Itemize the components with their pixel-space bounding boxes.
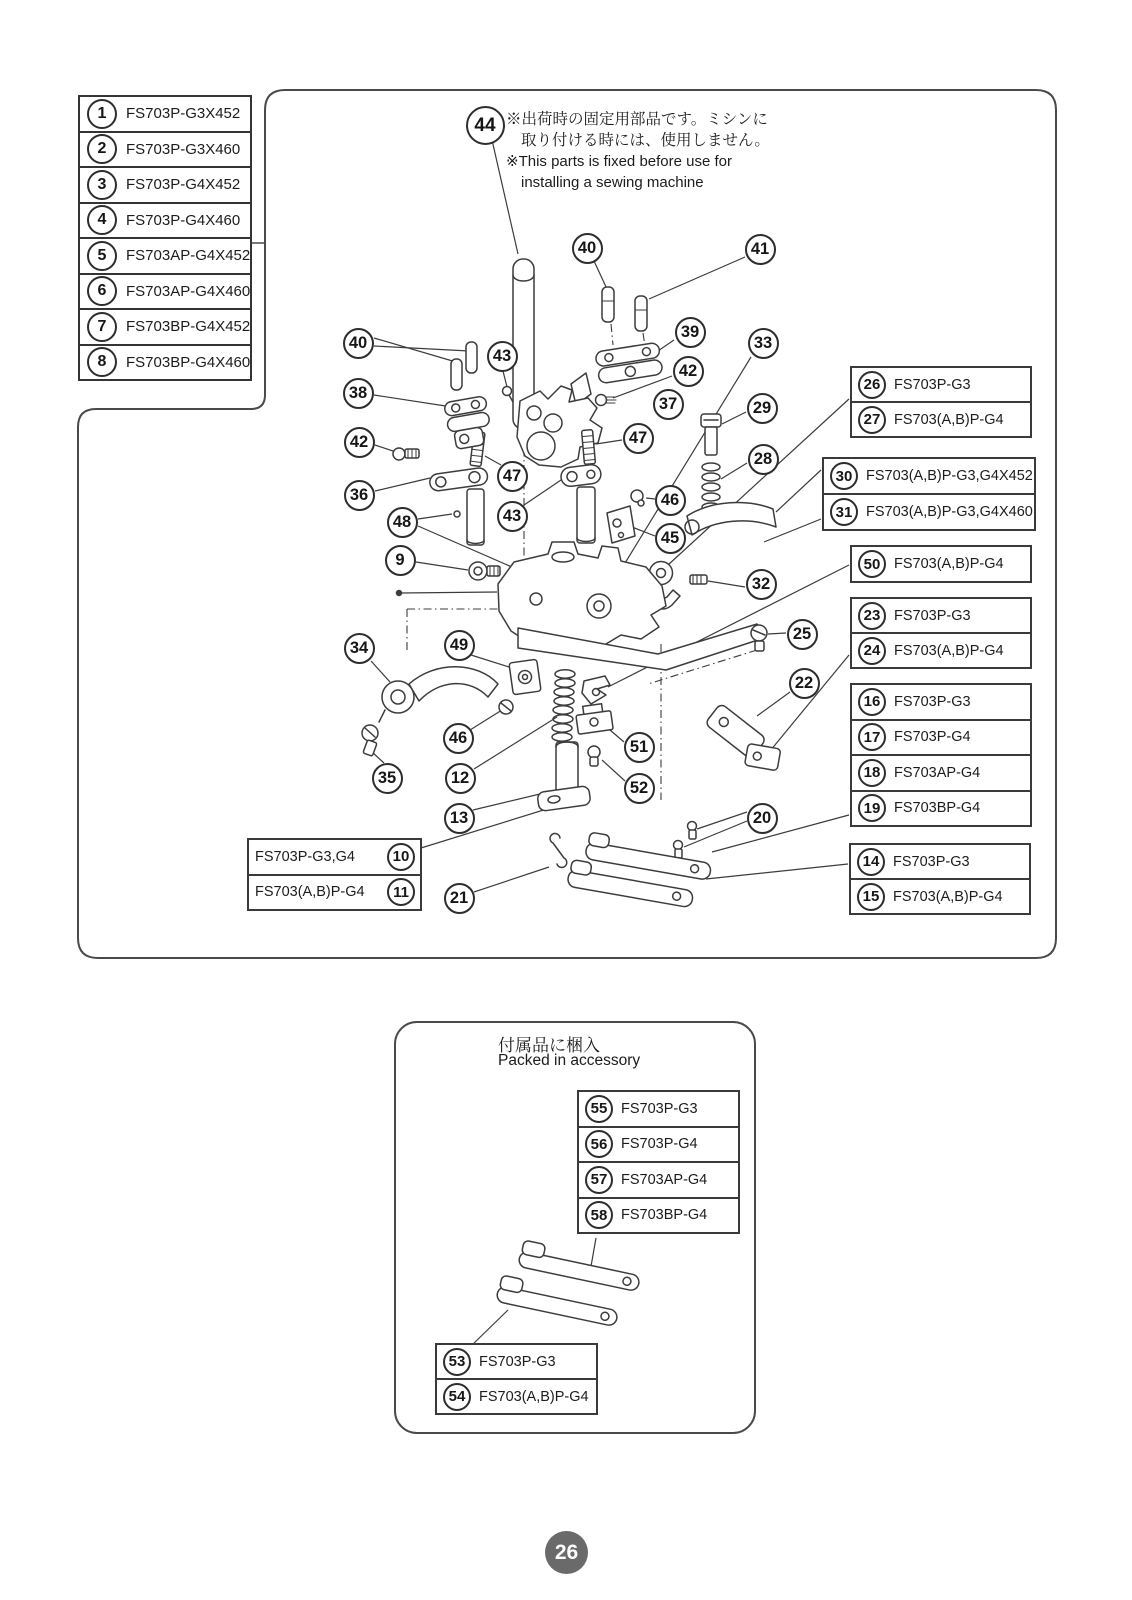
label-row-15 — [849, 878, 1031, 915]
part-clip-50 — [582, 676, 610, 704]
legend-row-1 — [78, 95, 252, 133]
part-code-label: FS703(A,B)P-G4 — [894, 642, 1004, 659]
part-screw-35 — [362, 725, 378, 756]
label-group-55 — [577, 1090, 740, 1234]
callout-26: 26 — [858, 371, 886, 399]
part-link-43 — [560, 464, 602, 543]
part-spring-12 — [552, 670, 575, 741]
callout-23: 23 — [858, 602, 886, 630]
callout-36: 36 — [344, 480, 375, 511]
callout-5: 5 — [87, 241, 117, 271]
label-row-27 — [850, 401, 1032, 438]
callout-43: 43 — [487, 341, 518, 372]
part-code-label: FS703(A,B)P-G4 — [479, 1388, 589, 1405]
part-code-label: FS703BP-G4X452 — [126, 318, 251, 336]
part-curved-arm-34 — [379, 667, 498, 722]
callout-33: 33 — [748, 328, 779, 359]
part-code-label: FS703P-G4 — [894, 729, 971, 746]
callout-9: 9 — [385, 545, 416, 576]
callout-39: 39 — [675, 317, 706, 348]
callout-11: 11 — [387, 878, 415, 906]
legend-row-6 — [78, 273, 252, 311]
legend-row-8 — [78, 344, 252, 382]
callout-20: 20 — [747, 803, 778, 834]
callout-13: 13 — [444, 803, 475, 834]
callout-49: 49 — [444, 630, 475, 661]
callout-31: 31 — [830, 498, 858, 526]
callout-2: 2 — [87, 134, 117, 164]
callout-57: 57 — [585, 1166, 613, 1194]
label-row-17 — [850, 719, 1032, 757]
label-group-30 — [822, 457, 1036, 531]
callout-30: 30 — [830, 462, 858, 490]
label-row-16 — [850, 683, 1032, 721]
label-group-50 — [850, 545, 1032, 583]
part-code-label: FS703P-G3X460 — [126, 140, 241, 158]
part-carrier-body — [498, 542, 764, 670]
part-code-label: FS703P-G3,G4 — [255, 848, 355, 865]
part-hinge-38 — [444, 396, 494, 451]
callout-55: 55 — [585, 1095, 613, 1123]
part-wire-spring-21 — [550, 833, 567, 867]
legend-row-7 — [78, 308, 252, 346]
callout-4: 4 — [87, 205, 117, 235]
callout-37: 37 — [653, 389, 684, 420]
part-screw-52 — [588, 746, 600, 766]
part-code-label: FS703P-G4X460 — [126, 211, 241, 229]
callout-43: 43 — [497, 501, 528, 532]
label-row-24 — [850, 632, 1032, 669]
part-code-label: FS703P-G3 — [893, 853, 970, 870]
part-code-label: FS703AP-G4X460 — [126, 282, 251, 300]
callout-41: 41 — [745, 234, 776, 265]
part-code-label: FS703(A,B)P-G3,G4X460 — [866, 504, 1033, 520]
part-code-label: FS703P-G4X452 — [126, 176, 241, 194]
callout-54: 54 — [443, 1383, 471, 1411]
label-row-30 — [822, 457, 1036, 495]
part-code-label: FS703(A,B)P-G4 — [894, 556, 1004, 572]
part-screw-42-top — [596, 395, 617, 406]
part-code-label: FS703P-G3X452 — [126, 105, 241, 123]
legend-row-4 — [78, 202, 252, 240]
label-row-50 — [850, 545, 1032, 583]
part-screw-46-lower — [499, 700, 513, 714]
callout-47: 47 — [497, 461, 528, 492]
legend-row-5 — [78, 237, 252, 275]
note-line-jp-2: 取り付ける時には、使用しません。 — [521, 132, 770, 149]
callout-16: 16 — [858, 688, 886, 716]
accessory-title-en: Packed in accessory — [498, 1052, 641, 1069]
callout-53: 53 — [443, 1348, 471, 1376]
part-clamp-23-24 — [745, 743, 781, 770]
callout-48: 48 — [387, 507, 418, 538]
label-row-53 — [435, 1343, 598, 1380]
callout-34: 34 — [344, 633, 375, 664]
label-row-55 — [577, 1090, 740, 1128]
callout-10: 10 — [387, 843, 415, 871]
callout-28: 28 — [748, 444, 779, 475]
part-code-label: FS703BP-G4X460 — [126, 353, 251, 371]
callout-58: 58 — [585, 1201, 613, 1229]
callout-40: 40 — [572, 233, 603, 264]
page-number-badge: 26 — [545, 1531, 588, 1574]
callout-46: 46 — [443, 723, 474, 754]
label-row-14 — [849, 843, 1031, 880]
part-code-label: FS703P-G3 — [479, 1353, 556, 1370]
part-code-label: FS703AP-G4 — [894, 764, 981, 781]
label-row-56 — [577, 1126, 740, 1164]
part-code-label: FS703P-G4 — [621, 1136, 698, 1153]
callout-14: 14 — [857, 848, 885, 876]
callout-40: 40 — [343, 328, 374, 359]
note-line-jp-1: ※出荷時の固定用部品です。ミシンに — [506, 111, 768, 128]
callout-19: 19 — [858, 794, 886, 822]
callout-15: 15 — [857, 883, 885, 911]
part-code-label: FS703(A,B)P-G4 — [255, 884, 365, 901]
label-group-53 — [435, 1343, 598, 1415]
label-row-31 — [822, 493, 1036, 531]
part-accessory-plate-upper — [518, 1240, 643, 1292]
callout-52: 52 — [624, 773, 655, 804]
part-code-label: FS703P-G3 — [621, 1100, 698, 1117]
callout-27: 27 — [858, 406, 886, 434]
part-tnut-51 — [575, 703, 613, 735]
label-row-19 — [850, 790, 1032, 828]
callout-42: 42 — [673, 356, 704, 387]
part-screw-43-top — [503, 387, 514, 403]
callout-24: 24 — [858, 637, 886, 665]
callout-32: 32 — [746, 569, 777, 600]
part-screw-42-left — [393, 448, 419, 460]
part-post-13 — [537, 742, 591, 812]
part-code-label: FS703P-G3 — [894, 693, 971, 710]
note-44 — [506, 109, 816, 193]
label-row-18 — [850, 754, 1032, 792]
accessory-title-jp: 付属品に梱入 — [498, 1036, 600, 1055]
part-lever-36 — [429, 467, 489, 545]
callout-3: 3 — [87, 170, 117, 200]
part-threaded-screw-47-right — [582, 430, 596, 465]
callout-22: 22 — [789, 668, 820, 699]
callout-18: 18 — [858, 759, 886, 787]
legend-row-3 — [78, 166, 252, 204]
label-row-23 — [850, 597, 1032, 634]
model-legend-table — [78, 95, 252, 381]
part-code-label: FS703(A,B)P-G4 — [893, 888, 1003, 905]
note-line-en-1: ※This parts is fixed before use for — [506, 153, 732, 170]
part-block-49 — [509, 659, 541, 695]
label-group-14 — [849, 843, 1031, 915]
label-row-57 — [577, 1161, 740, 1199]
legend-row-2 — [78, 131, 252, 169]
callout-29: 29 — [747, 393, 778, 424]
label-group-26 — [850, 366, 1032, 438]
part-clamp-39 — [595, 342, 663, 384]
part-screws-20 — [674, 822, 697, 859]
part-band-30-31 — [685, 503, 776, 535]
callout-38: 38 — [343, 378, 374, 409]
note-line-en-2: installing a sewing machine — [521, 174, 704, 191]
callout-51: 51 — [624, 732, 655, 763]
callout-50: 50 — [858, 550, 886, 578]
part-code-label: FS703P-G3 — [894, 607, 971, 624]
callout-1: 1 — [87, 99, 117, 129]
callout-7: 7 — [87, 312, 117, 342]
callout-42: 42 — [344, 427, 375, 458]
callout-17: 17 — [858, 723, 886, 751]
callout-25: 25 — [787, 619, 818, 650]
callout-56: 56 — [585, 1130, 613, 1158]
label-group-10 — [247, 838, 422, 911]
part-code-label: FS703AP-G4 — [621, 1171, 708, 1188]
label-row-11 — [247, 874, 422, 912]
part-code-label: FS703(A,B)P-G3,G4X452 — [866, 468, 1033, 484]
part-code-label: FS703(A,B)P-G4 — [894, 411, 1004, 428]
part-code-label: FS703AP-G4X452 — [126, 247, 251, 265]
label-group-23 — [850, 597, 1032, 669]
callout-46: 46 — [655, 485, 686, 516]
callout-8: 8 — [87, 347, 117, 377]
callout-47: 47 — [623, 423, 654, 454]
callout-12: 12 — [445, 763, 476, 794]
part-screw-25 — [751, 625, 767, 651]
callout-6: 6 — [87, 276, 117, 306]
label-group-16 — [850, 683, 1032, 827]
part-code-label: FS703BP-G4 — [621, 1207, 708, 1224]
part-ball-screw-46 — [631, 490, 644, 506]
callout-35: 35 — [372, 763, 403, 794]
part-plate-45 — [607, 506, 635, 543]
callout-45: 45 — [655, 523, 686, 554]
part-code-label: FS703P-G3 — [894, 376, 971, 393]
callout-21: 21 — [444, 883, 475, 914]
callout-44: 44 — [466, 106, 505, 145]
label-row-10 — [247, 838, 422, 876]
part-code-label: FS703BP-G4 — [894, 800, 981, 817]
label-row-26 — [850, 366, 1032, 403]
label-row-58 — [577, 1197, 740, 1235]
label-row-54 — [435, 1378, 598, 1415]
